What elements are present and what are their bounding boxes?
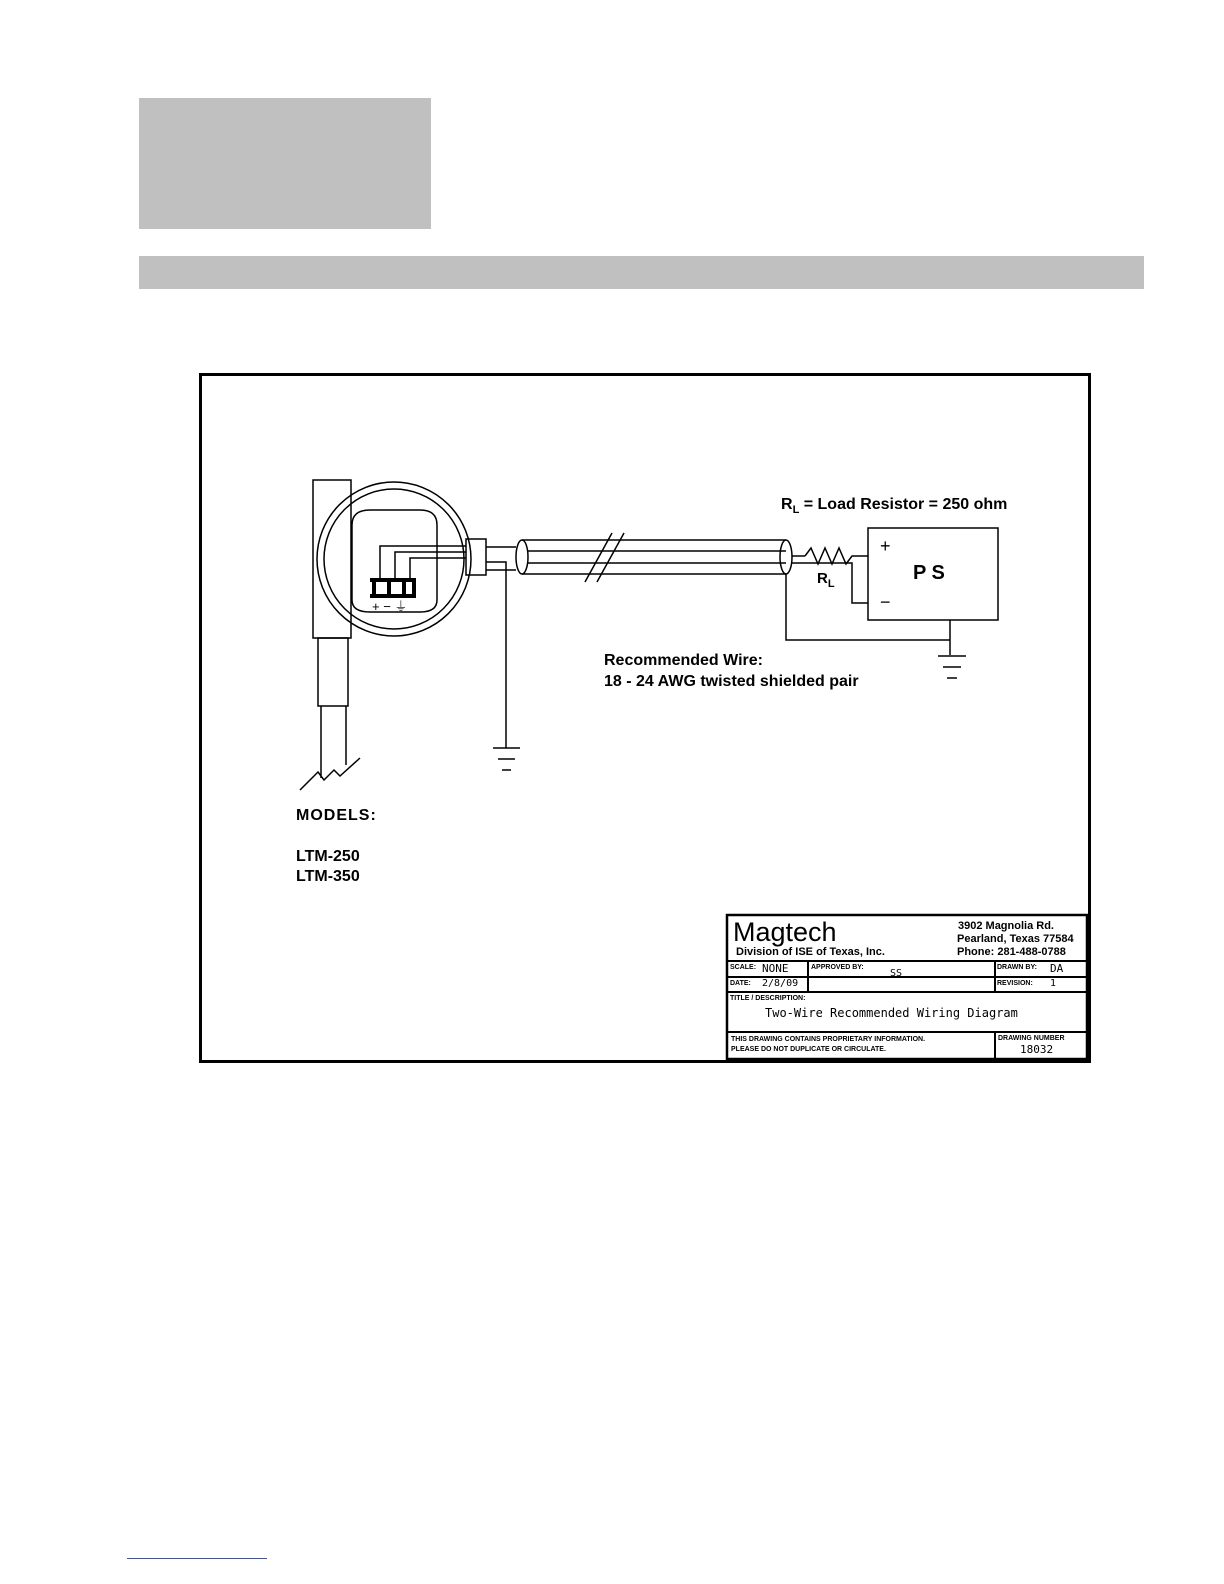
model-item: LTM-250: [296, 848, 360, 865]
models-heading: MODELS:: [296, 807, 377, 824]
title-description-label: TITLE / DESCRIPTION:: [730, 995, 806, 1002]
drawn-label: DRAWN BY:: [997, 964, 1037, 971]
terminal-block: [370, 578, 416, 598]
load-resistor: [805, 548, 868, 564]
company-address1: 3902 Magnolia Rd.: [958, 920, 1054, 932]
transmitter-stem: [318, 638, 348, 706]
recommended-wire-line2: 18 - 24 AWG twisted shielded pair: [604, 673, 859, 690]
ps-label: P S: [913, 562, 945, 584]
drawing-number-label: DRAWING NUMBER: [998, 1035, 1065, 1042]
transmitter-housing: [313, 480, 351, 638]
company-division: Division of ISE of Texas, Inc.: [736, 946, 885, 958]
proprietary-notice-line1: THIS DRAWING CONTAINS PROPRIETARY INFORMATION.: [731, 1036, 926, 1043]
revision-value: 1: [1050, 978, 1057, 989]
company-address2: Pearland, Texas 77584: [957, 933, 1074, 945]
ps-minus-label: −: [880, 592, 891, 612]
scale-value: NONE: [762, 962, 789, 975]
model-item: LTM-350: [296, 868, 360, 885]
proprietary-notice-line2: PLEASE DO NOT DUPLICATE OR CIRCULATE.: [731, 1046, 886, 1053]
cable-end-left: [516, 540, 528, 574]
ps-plus-label: +: [880, 536, 891, 556]
company-phone: Phone: 281-488-0788: [957, 946, 1066, 958]
recommended-wire-line1: Recommended Wire:: [604, 652, 763, 669]
title-description-value: Two-Wire Recommended Wiring Diagram: [765, 1006, 1018, 1020]
approved-label: APPROVED BY:: [811, 964, 864, 971]
terminal-polarity-labels: + − ⏚: [372, 599, 408, 614]
drawn-value: DA: [1050, 962, 1064, 975]
cable-end-right: [780, 540, 792, 574]
approved-value: SS: [890, 968, 903, 979]
company-name: Magtech: [733, 917, 837, 947]
date-value: 2/8/09: [762, 978, 799, 989]
date-label: DATE:: [730, 980, 751, 987]
drawing-number-value: 18032: [1020, 1043, 1054, 1056]
revision-label: REVISION:: [997, 980, 1033, 987]
resistor-symbol-label: $R_L$: [817, 570, 835, 590]
load-resistor-label: $R_L$ = Load Resistor = 250 ohm: [781, 496, 1008, 517]
scale-label: SCALE:: [730, 964, 757, 971]
footer-link-underline: [127, 1558, 267, 1559]
